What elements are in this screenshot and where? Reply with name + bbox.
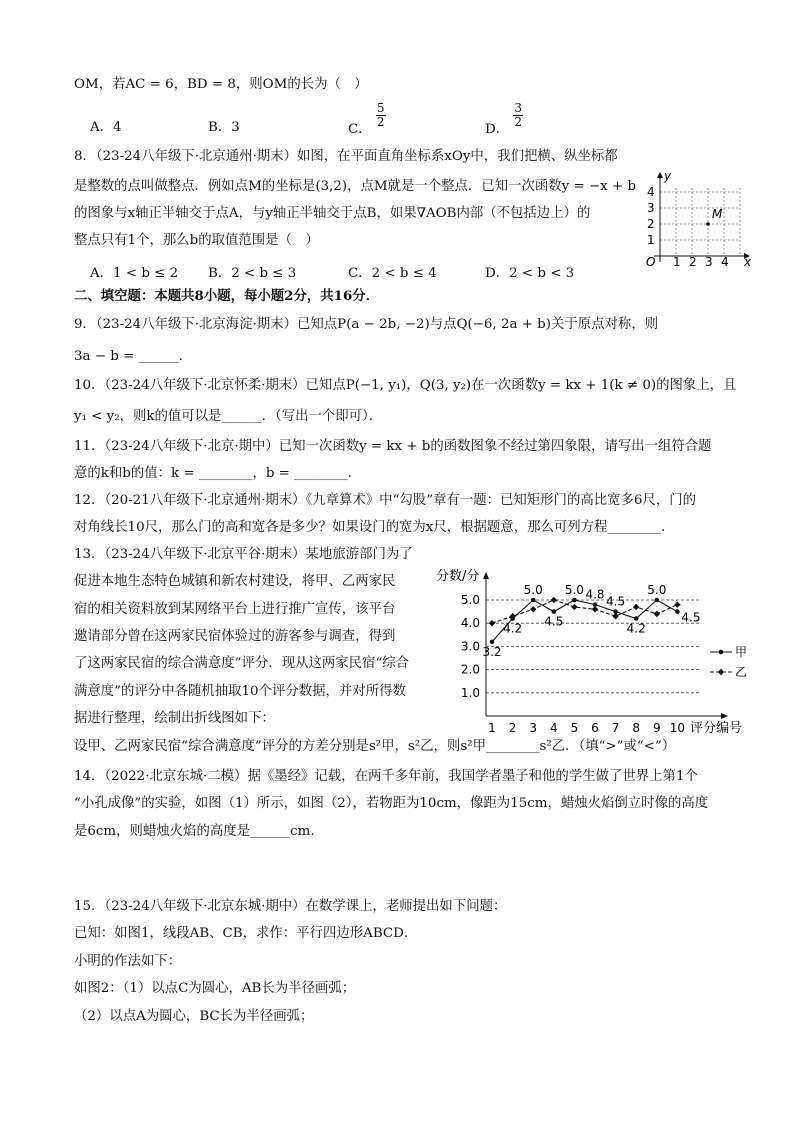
q8-line-2: 是整数的点叫做整点．例如点M的坐标是(3,2)，点M就是一个整点．已知一次函数y = −x + b (74, 179, 637, 194)
chart-point (612, 613, 618, 619)
q7-choice-d-fraction (513, 102, 523, 128)
q8-y-arrow-icon (657, 172, 663, 178)
chart-data-label: 4.2 (626, 621, 646, 636)
q9-line-1: 9．（23-24八年级下·北京海淀·期末）已知点P(a − 2b, −2)与点Q(−6, 2a + b)关于原点对称，则 (74, 317, 659, 332)
q15-line-4: 如图2：（1）以点C为圆心，AB长为半径画弧； (74, 981, 356, 996)
chart-data-label: 4.5 (681, 610, 701, 625)
chart-x-arrow-icon (721, 713, 728, 719)
fraction-numerator: 3 (514, 101, 523, 115)
chart-point (592, 606, 598, 612)
q8-line-3: 的图象与x轴正半轴交于点A，与y轴正半轴交于点B，如果∇AOB内部（不包括边上）的 (74, 206, 591, 221)
chart-point (571, 604, 577, 610)
chart-x-tick-label: 2 (508, 721, 517, 735)
q13-line: 据进行整理，绘制出折线图如下： (74, 711, 275, 726)
chart-legend (710, 645, 747, 679)
q12-line-1: 12．（20-21八年级下·北京通州·期末）《九章算术》中“勾股”章有一题：已知矩形门的高比宽多6尺，门的 (74, 493, 696, 508)
q14-line-1: 14．（2022·北京东城·二模）据《墨经》记载，在两千多年前，我国学者墨子和他的学生做了世界上第1个 (74, 769, 698, 784)
chart-point (655, 598, 660, 603)
q8-x-tick: 1 (673, 255, 681, 268)
chart-y-tick-label: 1.0 (460, 685, 480, 700)
q7-stem: OM，若AC = 6，BD = 8，则OM的长为（ ） (74, 77, 368, 92)
chart-data-label: 4.2 (503, 621, 523, 636)
chart-data-label: 4.8 (585, 587, 605, 602)
q8-origin-label: O (646, 255, 656, 268)
q13-line: 宿的相关资料放到某网络平台上进行推广宣传，该平台 (74, 602, 396, 617)
chart-x-tick-label: 10 (669, 721, 686, 735)
q13-line-chart (428, 566, 758, 738)
chart-data-label: 3.2 (482, 644, 502, 659)
q8-choice-b: B．2 < b ≤ 3 (208, 266, 297, 281)
chart-point (490, 639, 495, 644)
q8-x-tick: 3 (705, 255, 713, 268)
q13-line: 满意度”的评分中各随机抽取10个评分数据，并对所得数 (74, 684, 406, 699)
q11-line-1: 11．（23-24八年级下·北京·期中）已知一次函数y = kx + b的函数图象不经过第四象限，请写出一组符合题 (74, 439, 712, 454)
chart-point (551, 597, 557, 603)
fraction-numerator: 5 (376, 101, 385, 115)
chart-data-label: 5.0 (523, 583, 543, 597)
chart-data-label: 4.5 (606, 594, 626, 609)
chart-y-tick-label: 5.0 (460, 593, 480, 607)
q14-line-3: 是6cm，则蜡烛火焰的高度是______cm. (74, 824, 315, 839)
chart-x-tick-label: 9 (652, 721, 661, 735)
chart-x-tick-label: 7 (611, 721, 620, 735)
chart-x-tick-label: 1 (488, 721, 496, 735)
q8-choice-c: C．2 < b ≤ 4 (348, 266, 437, 281)
q7-choice-a: A．4 (90, 120, 122, 135)
chart-x-tick-label: 3 (529, 721, 538, 735)
chart-legend-label: 乙 (735, 665, 748, 679)
chart-point (552, 609, 557, 614)
chart-legend-marker (718, 669, 724, 675)
chart-y-tick-label: 4.0 (460, 616, 480, 631)
chart-legend-marker (719, 650, 724, 655)
chart-legend-label: 甲 (735, 645, 748, 659)
q13-line: 邀请部分曾在这两家民宿体验过的游客参与调查，得到 (74, 629, 396, 644)
chart-x-tick-label: 4 (549, 721, 558, 735)
q15-line-5: （2）以点A为圆心，BC长为半径画弧； (74, 1009, 314, 1024)
q14-line-2: “小孔成像”的实验，如图（1）所示，如图（2），若物距为10cm，像距为15cm，蜡烛火焰倒立时像的高度 (74, 796, 709, 811)
chart-y-arrow-icon (483, 572, 489, 579)
chart-point (489, 620, 495, 626)
chart-ticks (461, 593, 685, 735)
q10-line-1: 10．（23-24八年级下·北京怀柔·期末）已知点P(−1, y₁)，Q(3, y₂)在一次函数y = kx + 1(k ≠ 0)的图象上，且 (74, 378, 737, 393)
chart-point (572, 598, 577, 603)
q8-x-tick: 2 (689, 255, 697, 268)
q15-line-1: 15．（23-24八年级下·北京东城·期中）在数学课上，老师提出如下问题： (74, 899, 507, 914)
chart-data-label: 4.5 (544, 614, 564, 629)
q8-y-tick: 2 (647, 217, 655, 231)
q8-x-label: x (744, 255, 752, 268)
section-2-heading: 二、填空题：本题共8小题，每小题2分，共16分． (74, 288, 380, 304)
q15-line-3: 小明的作法如下： (74, 954, 182, 969)
q8-choice-a: A．1 < b ≤ 2 (90, 266, 179, 281)
q8-line-4: 整点只有1个，那么b的取值范围是（ ） (74, 233, 319, 248)
q8-point-m (706, 222, 710, 226)
q7-choice-c-fraction (376, 102, 386, 128)
chart-x-tick-label: 8 (632, 721, 641, 735)
q8-choice-d: D．2 < b < 3 (485, 266, 575, 281)
q10-line-2: y₁ < y₂，则k的值可以是______．（写出一个即可）． (74, 409, 383, 424)
chart-data-label: 5.0 (564, 583, 584, 597)
chart-data-label: 5.0 (647, 583, 667, 597)
q7-choice-d (485, 101, 523, 137)
chart-y-tick-label: 3.0 (460, 639, 480, 654)
q8-grid (660, 188, 740, 256)
chart-data-labels (482, 583, 700, 659)
q13-tail: 设甲、乙两家民宿“综合满意度”评分的方差分别是s²甲，s²乙，则s²甲________s²乙．（填“>”或“<”） (74, 739, 676, 754)
q11-line-2: 意的k和b的值：k = ________，b = ________． (74, 466, 362, 481)
chart-point (531, 598, 536, 603)
chart-point (674, 601, 680, 607)
chart-point (675, 609, 680, 614)
q13-line: 促进本地生态特色城镇和新农村建设，将甲、乙两家民 (74, 574, 396, 589)
q8-x-tick: 4 (721, 255, 729, 268)
chart-point (634, 616, 639, 621)
chart-x-tick-label: 6 (591, 721, 599, 735)
q7-choice-c-label: C． (348, 121, 372, 137)
chart-x-tick-label: 5 (570, 721, 579, 735)
chart-point (530, 606, 536, 612)
q13-line: 13．（23-24八年级下·北京平谷·期末）某地旅游部门为了 (74, 547, 413, 562)
chart-point (654, 611, 660, 617)
chart-y-axis-label: 分数/分 (436, 569, 480, 584)
q9-line-2: 3a − b = ______． (74, 349, 193, 364)
q8-y-tick: 1 (647, 233, 655, 247)
q8-line-1: 8．（23-24八年级下·北京通州·期末）如图，在平面直角坐标系xOy中，我们把横、纵坐标都 (74, 149, 618, 164)
q8-coordinate-figure (640, 168, 754, 268)
q12-line-2: 对角线长10尺，那么门的高和宽各是多少？如果设门的宽为x尺，根据题意，那么可列方程________． (74, 520, 675, 535)
q8-y-tick: 3 (647, 201, 655, 215)
q15-line-2: 已知：如图1，线段AB、CB，求作：平行四边形ABCD． (74, 926, 418, 941)
chart-point (633, 604, 639, 610)
chart-x-axis-label: 评分编号 (690, 721, 743, 736)
q8-y-label: y (664, 169, 672, 183)
q7-choice-c (348, 101, 386, 137)
q13-line: 了这两家民宿的综合满意度”评分．现从这两家民宿“综合 (74, 656, 410, 671)
q7-choice-d-label: D． (485, 121, 510, 137)
chart-y-tick-label: 2.0 (460, 662, 480, 677)
q8-point-m-label: M (712, 207, 723, 221)
fraction-denominator: 2 (376, 114, 385, 129)
q7-choice-b: B．3 (208, 120, 240, 135)
fraction-denominator: 2 (514, 114, 523, 129)
q8-y-tick: 4 (647, 185, 655, 199)
